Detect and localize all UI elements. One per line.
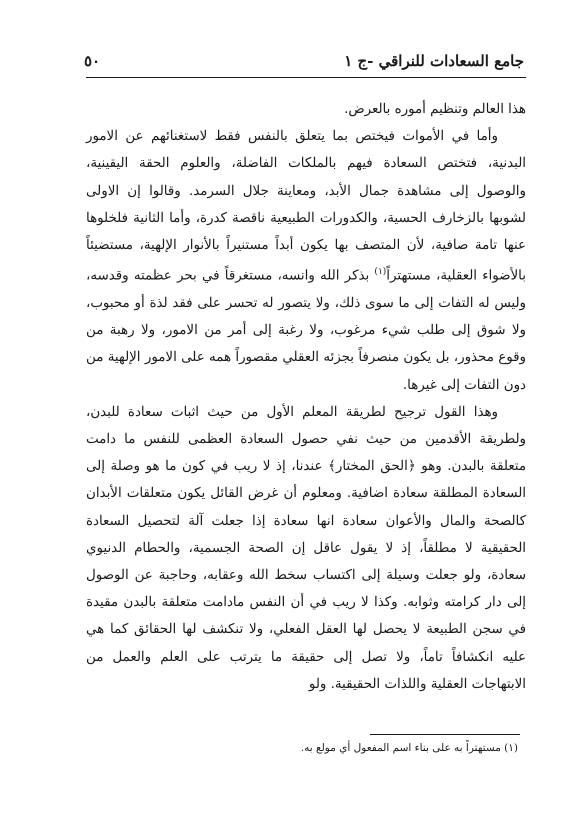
running-title: جامع السعادات للنراقي -ج ١ xyxy=(344,52,524,70)
footnote: (١) مستهتراً به على بناء اسم المفعول أي مولع به. xyxy=(300,742,518,754)
paragraph-text: وأما في الأموات فيختص بما يتعلق بالنفس فقط لاستغنائهم عن الامور البدنية، فتختص السعادة فيهم بالملكات الفاضلة، والعلوم الحقة اليقينية، والوصول إلى مشاهدة جمال الأبد، ومعاينة جلال السرمد. وقالوا إن الاولى لشوبها بالزخارف الحسية، والكدورات الطبيعية ناقصة كدرة، وأما الثانية فلخلوها عنها تامة صافية، لأن المتصف بها يكون أبداً مستنيراً بالأنوار الإلهية، مستضيئاً بالأضواء العقلية، مستهتراً xyxy=(86,129,526,284)
page-number: ٥٠ xyxy=(84,52,101,70)
paragraph-text: بذكر الله وانسه، مستغرقاً في بحر عظمته وقدسه، وليس له التفات إلى ما سوى ذلك، ولا يتصور له تحسر على فقد لذة أو محبوب، ولا شوق إلى طلب شيء مرغوب، ولا رغبة إلى أمر من الامور، ولا رهبة من وقوع محذور، بل يكون منصرفاً بجزئه العقلي مقصوراً همه على الامور الإلهية من دون التفات إلى غيرها. xyxy=(86,268,526,393)
paragraph xyxy=(86,123,526,399)
paragraph: وهذا القول ترجيح لطريقة المعلم الأول من حيث اثبات سعادة للبدن، ولطريقة الأقدمين من حيث نفي حصول السعادة العظمى للنفس ما دامت متعلقة بالبدن. وهو ﴿الحق المختار﴾ عندنا، إذ لا ريب في كون ما هو وصلة إلى السعادة المطلقة سعادة اضافية. ومعلوم أن غرض القائل يكون متعلقات الأبدان كالصحة والمال والأعوان سعادة انها سعادة إذا جعلت آلة لتحصيل السعادة الحقيقية لا مطلقاً، إذ لا يقول عاقل إن الصحة الجسمية، والحطام الدنيوي سعادة، ولو جعلت وسيلة إلى اكتساب سخط الله وعقابه، وحاجبة عن الوصول إلى دار كرامته وثوابه. وكذا لا ريب في أن النفس مادامت متعلقة بالبدن مقيدة في سجن الطبيعة لا يحصل لها العقل الفعلي، ولا تنكشف لها الحقائق كما هي عليه انكشافاً تاماً، ولا تصل إلى حقيقة ما يترتب على العلم والعمل من الابتهاجات العقلية واللذات الحقيقية. ولو xyxy=(86,404,526,692)
running-header xyxy=(84,52,524,74)
header-rule xyxy=(86,77,526,78)
paragraph: هذا العالم وتنظيم أموره بالعرض. xyxy=(344,102,526,117)
footnote-ref: (١) xyxy=(374,267,387,278)
body-text xyxy=(86,96,526,698)
footnote-rule xyxy=(370,734,520,735)
